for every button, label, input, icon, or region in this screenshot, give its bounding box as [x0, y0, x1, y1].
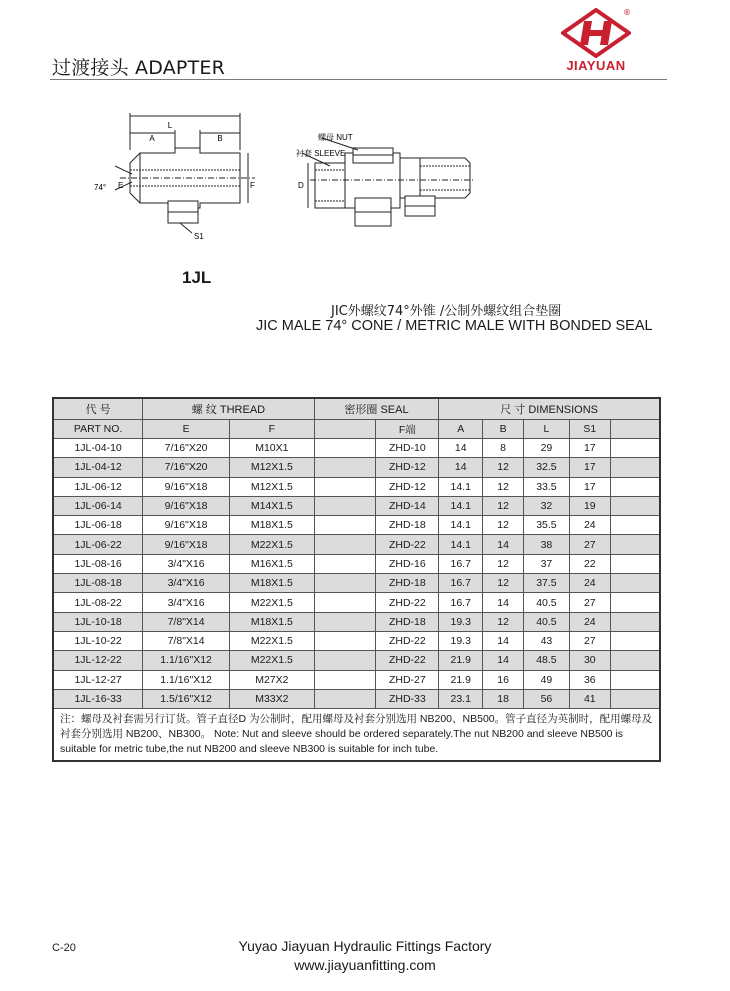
- cell-f: M16X1.5: [229, 554, 314, 573]
- col-s1: S1: [569, 420, 610, 439]
- dim-label-a: A: [149, 134, 155, 143]
- cell-s1: 27: [569, 535, 610, 554]
- cell-b: 12: [483, 612, 524, 631]
- cell-blank: [610, 593, 660, 612]
- cell-f: M18X1.5: [229, 612, 314, 631]
- cell-seal: ZHD-10: [376, 439, 439, 458]
- cell-seal-blank: [314, 439, 376, 458]
- cell-a: 21.9: [439, 651, 483, 670]
- cell-a: 21.9: [439, 670, 483, 689]
- cell-seal-blank: [314, 516, 376, 535]
- cell-seal-blank: [314, 574, 376, 593]
- cell-part-no: 1JL-06-14: [53, 496, 143, 515]
- cell-l: 38: [524, 535, 570, 554]
- col-l: L: [524, 420, 570, 439]
- cell-part-no: 1JL-10-22: [53, 631, 143, 650]
- cell-l: 37.5: [524, 574, 570, 593]
- col-e: E: [143, 420, 230, 439]
- description-en: JIC MALE 74° CONE / METRIC MALE WITH BONDED SEAL: [256, 318, 653, 334]
- cell-blank: [610, 516, 660, 535]
- cell-s1: 17: [569, 477, 610, 496]
- cell-b: 12: [483, 496, 524, 515]
- dim-label-e: E: [118, 181, 124, 190]
- cell-e: 7/8"X14: [143, 612, 230, 631]
- cell-f: M14X1.5: [229, 496, 314, 515]
- cell-b: 14: [483, 535, 524, 554]
- cell-blank: [610, 496, 660, 515]
- footer-company: Yuyao Jiayuan Hydraulic Fittings Factory: [238, 938, 492, 954]
- cell-f: M33X2: [229, 689, 314, 708]
- cell-a: 14.1: [439, 535, 483, 554]
- cell-blank: [610, 439, 660, 458]
- cell-l: 35.5: [524, 516, 570, 535]
- cell-b: 8: [483, 439, 524, 458]
- cell-l: 32: [524, 496, 570, 515]
- cell-blank: [610, 631, 660, 650]
- table-row: [53, 670, 660, 689]
- cell-blank: [610, 554, 660, 573]
- table-row: [53, 593, 660, 612]
- cell-seal: ZHD-22: [376, 651, 439, 670]
- table-row: [53, 496, 660, 515]
- cell-b: 12: [483, 458, 524, 477]
- cell-blank: [610, 689, 660, 708]
- cell-a: 14.1: [439, 516, 483, 535]
- cell-f: M22X1.5: [229, 535, 314, 554]
- cell-l: 56: [524, 689, 570, 708]
- table-row: [53, 516, 660, 535]
- cell-f: M27X2: [229, 670, 314, 689]
- cell-seal-blank: [314, 651, 376, 670]
- logo-wordmark: JIAYUAN: [566, 58, 626, 73]
- table-row: [53, 554, 660, 573]
- dim-label-angle: 74°: [94, 183, 107, 192]
- cell-part-no: 1JL-12-22: [53, 651, 143, 670]
- cell-part-no: 1JL-08-16: [53, 554, 143, 573]
- cell-seal: ZHD-12: [376, 477, 439, 496]
- cell-a: 14: [439, 458, 483, 477]
- col-seal-f: F端: [376, 420, 439, 439]
- cell-b: 14: [483, 631, 524, 650]
- jiayuan-logo: [557, 8, 635, 76]
- cell-e: 3/4"X16: [143, 574, 230, 593]
- col-seal-blank: [314, 420, 376, 439]
- header-thread: 螺 纹 THREAD: [143, 398, 314, 420]
- cell-seal: ZHD-33: [376, 689, 439, 708]
- cell-b: 12: [483, 574, 524, 593]
- cell-f: M18X1.5: [229, 516, 314, 535]
- cell-blank: [610, 535, 660, 554]
- cell-seal: ZHD-18: [376, 574, 439, 593]
- cell-seal: ZHD-14: [376, 496, 439, 515]
- cell-blank: [610, 651, 660, 670]
- cell-seal: ZHD-16: [376, 554, 439, 573]
- cell-s1: 19: [569, 496, 610, 515]
- cell-seal-blank: [314, 554, 376, 573]
- table-row: [53, 458, 660, 477]
- cell-f: M22X1.5: [229, 631, 314, 650]
- cell-seal: ZHD-22: [376, 631, 439, 650]
- cell-blank: [610, 612, 660, 631]
- cell-f: M10X1: [229, 439, 314, 458]
- label-sleeve: 衬套 SLEEVE: [296, 149, 346, 158]
- cell-e: 9/16"X18: [143, 496, 230, 515]
- cell-s1: 17: [569, 458, 610, 477]
- cell-b: 12: [483, 554, 524, 573]
- table-row: [53, 439, 660, 458]
- cell-part-no: 1JL-08-22: [53, 593, 143, 612]
- description-cn: JIC外螺纹74°外锥 /公制外螺纹组合垫圈: [331, 304, 562, 319]
- cell-part-no: 1JL-04-12: [53, 458, 143, 477]
- cell-f: M22X1.5: [229, 651, 314, 670]
- cell-s1: 41: [569, 689, 610, 708]
- dim-label-s1: S1: [194, 232, 204, 241]
- col-b: B: [483, 420, 524, 439]
- cell-e: 1.1/16"X12: [143, 670, 230, 689]
- dim-label-l: L: [167, 121, 173, 130]
- cell-s1: 22: [569, 554, 610, 573]
- cell-l: 43: [524, 631, 570, 650]
- footer-website: www.jiayuanfitting.com: [294, 957, 436, 973]
- cell-l: 29: [524, 439, 570, 458]
- cell-blank: [610, 477, 660, 496]
- cell-b: 14: [483, 651, 524, 670]
- cell-l: 37: [524, 554, 570, 573]
- spec-table: [52, 397, 661, 762]
- header-divider: [50, 79, 667, 80]
- cell-f: M12X1.5: [229, 458, 314, 477]
- cell-seal: ZHD-22: [376, 535, 439, 554]
- model-code: 1JL: [182, 268, 212, 287]
- table-row: [53, 574, 660, 593]
- cell-e: 3/4"X16: [143, 593, 230, 612]
- cell-e: 7/16"X20: [143, 458, 230, 477]
- cell-part-no: 1JL-04-10: [53, 439, 143, 458]
- table-row: [53, 689, 660, 708]
- cell-part-no: 1JL-16-33: [53, 689, 143, 708]
- col-a: A: [439, 420, 483, 439]
- cell-s1: 27: [569, 631, 610, 650]
- cell-s1: 24: [569, 574, 610, 593]
- cell-e: 9/16"X18: [143, 477, 230, 496]
- cell-e: 7/8"X14: [143, 631, 230, 650]
- cell-blank: [610, 458, 660, 477]
- cell-seal: ZHD-12: [376, 458, 439, 477]
- col-part-no: PART NO.: [53, 420, 143, 439]
- cell-e: 3/4"X16: [143, 554, 230, 573]
- fitting-drawing: [115, 113, 255, 233]
- table-row: [53, 612, 660, 631]
- cell-a: 16.7: [439, 554, 483, 573]
- cell-part-no: 1JL-06-22: [53, 535, 143, 554]
- cell-a: 14: [439, 439, 483, 458]
- cell-s1: 30: [569, 651, 610, 670]
- table-row: [53, 651, 660, 670]
- cell-s1: 24: [569, 516, 610, 535]
- table-note: 注：螺母及衬套需另行订货。管子直径D 为公制时，配用螺母及衬套分别选用 NB200、NB500。管子直径为英制时，配用螺母及衬套分别选用 NB200、NB300。 Note: Nut and sleeve should be ordered separately.The nut NB200 and sleeve NB500 is suitable for metric tube,the nut NB200 and sleeve NB300 is suitable for inch tube.: [53, 709, 660, 762]
- col-f: F: [229, 420, 314, 439]
- cell-part-no: 1JL-06-18: [53, 516, 143, 535]
- cell-e: 1.1/16"X12: [143, 651, 230, 670]
- cell-e: 9/16"X18: [143, 516, 230, 535]
- dim-label-f: F: [250, 181, 255, 190]
- cell-l: 49: [524, 670, 570, 689]
- cell-e: 9/16"X18: [143, 535, 230, 554]
- cell-b: 12: [483, 516, 524, 535]
- cell-seal: ZHD-18: [376, 516, 439, 535]
- page-title: 过渡接头 ADAPTER: [52, 57, 226, 79]
- cell-s1: 24: [569, 612, 610, 631]
- cell-seal-blank: [314, 477, 376, 496]
- cell-b: 12: [483, 477, 524, 496]
- cell-b: 16: [483, 670, 524, 689]
- cell-a: 19.3: [439, 631, 483, 650]
- header-seal: 密形圈 SEAL: [314, 398, 439, 420]
- cell-blank: [610, 670, 660, 689]
- cell-f: M18X1.5: [229, 574, 314, 593]
- cell-seal-blank: [314, 689, 376, 708]
- cell-e: 7/16"X20: [143, 439, 230, 458]
- cell-l: 40.5: [524, 612, 570, 631]
- cell-s1: 27: [569, 593, 610, 612]
- cell-part-no: 1JL-10-18: [53, 612, 143, 631]
- table-row: [53, 477, 660, 496]
- cell-a: 19.3: [439, 612, 483, 631]
- cell-a: 16.7: [439, 593, 483, 612]
- cell-seal-blank: [314, 535, 376, 554]
- cell-b: 14: [483, 593, 524, 612]
- header-part: 代 号: [53, 398, 143, 420]
- logo-mark-icon: [561, 8, 631, 58]
- table-row: [53, 631, 660, 650]
- cell-seal-blank: [314, 670, 376, 689]
- cell-blank: [610, 574, 660, 593]
- cell-l: 32.5: [524, 458, 570, 477]
- cell-part-no: 1JL-08-18: [53, 574, 143, 593]
- cell-seal: ZHD-27: [376, 670, 439, 689]
- technical-drawings: [60, 108, 480, 258]
- dim-label-b: B: [217, 134, 223, 143]
- cell-a: 14.1: [439, 477, 483, 496]
- cell-l: 40.5: [524, 593, 570, 612]
- cell-part-no: 1JL-06-12: [53, 477, 143, 496]
- cell-seal-blank: [314, 593, 376, 612]
- page-number: C-20: [52, 942, 76, 954]
- col-blank: [610, 420, 660, 439]
- cell-seal-blank: [314, 496, 376, 515]
- cell-seal: ZHD-22: [376, 593, 439, 612]
- cell-l: 33.5: [524, 477, 570, 496]
- cell-e: 1.5/16"X12: [143, 689, 230, 708]
- cell-s1: 36: [569, 670, 610, 689]
- cell-seal-blank: [314, 631, 376, 650]
- registered-mark: ®: [623, 8, 631, 17]
- cell-a: 16.7: [439, 574, 483, 593]
- cell-b: 18: [483, 689, 524, 708]
- cell-seal-blank: [314, 458, 376, 477]
- cell-f: M12X1.5: [229, 477, 314, 496]
- cell-seal: ZHD-18: [376, 612, 439, 631]
- header-dimensions: 尺 寸 DIMENSIONS: [439, 398, 660, 420]
- cell-l: 48.5: [524, 651, 570, 670]
- cell-part-no: 1JL-12-27: [53, 670, 143, 689]
- label-nut: 螺母 NUT: [318, 133, 353, 142]
- cell-seal-blank: [314, 612, 376, 631]
- dim-label-d: D: [298, 181, 304, 190]
- cell-a: 14.1: [439, 496, 483, 515]
- cell-f: M22X1.5: [229, 593, 314, 612]
- cell-a: 23.1: [439, 689, 483, 708]
- cell-s1: 17: [569, 439, 610, 458]
- table-row: [53, 535, 660, 554]
